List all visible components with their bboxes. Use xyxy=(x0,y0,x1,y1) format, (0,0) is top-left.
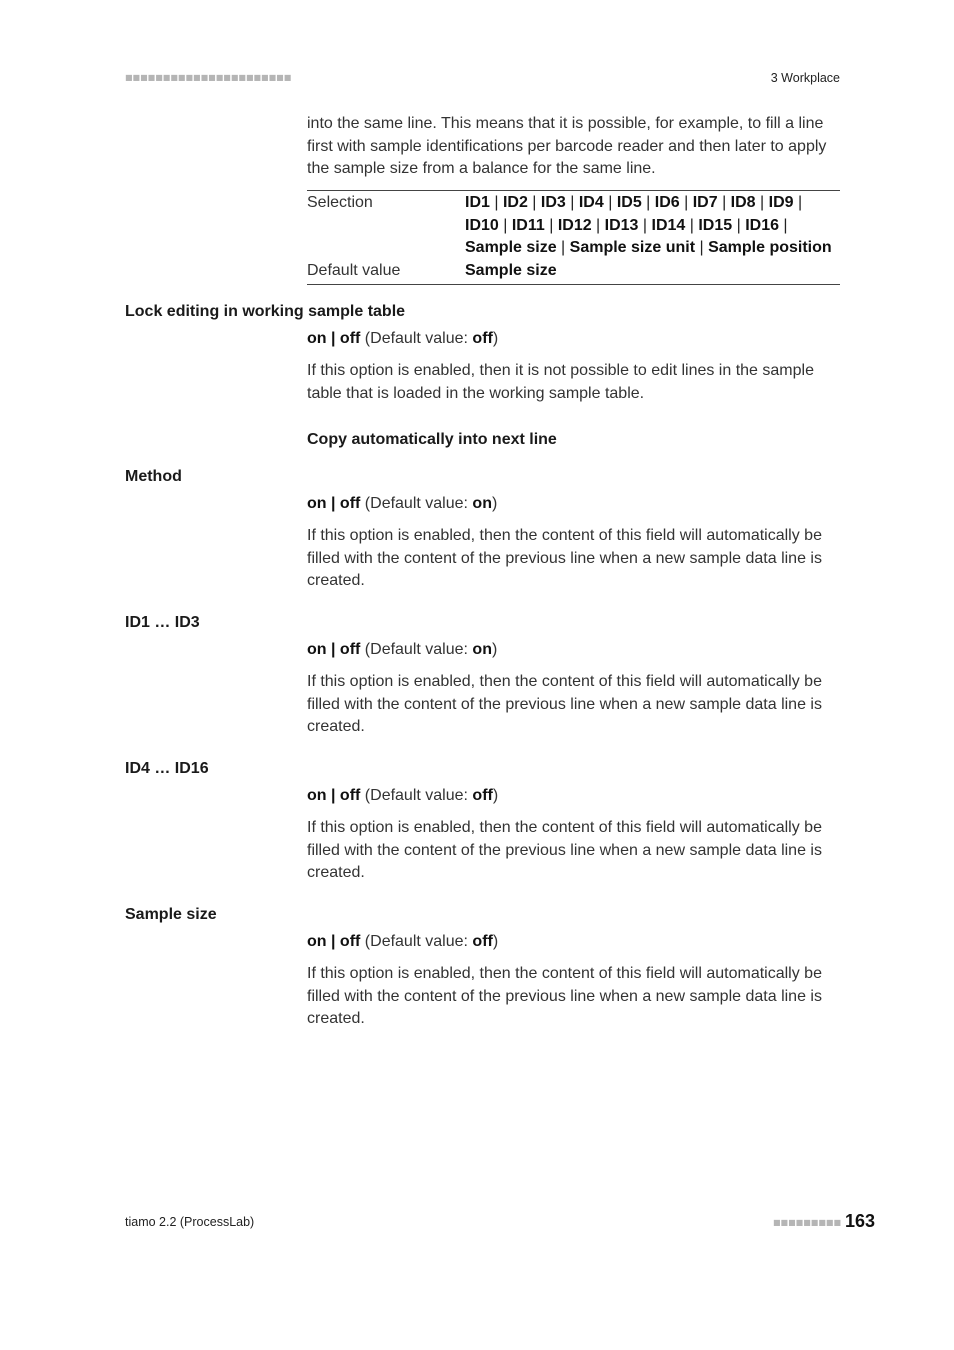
sample-size-description xyxy=(307,963,847,1031)
footer-product: tiamo 2.2 (ProcessLab) xyxy=(125,1215,255,1229)
selection-separator: | xyxy=(556,239,570,257)
selection-separator: | xyxy=(793,194,803,211)
intro-paragraph xyxy=(307,113,842,181)
default-value: on xyxy=(472,495,492,512)
sample-size-options xyxy=(307,931,498,953)
option-on: on xyxy=(307,641,327,658)
selection-item: ID11 xyxy=(511,216,545,234)
sample-size-heading: Sample size xyxy=(125,906,217,923)
description-text: If this option is enabled, then the content of this field will automatically be filled with the content of the previous line when a new sample data line is created. xyxy=(307,527,822,590)
lock-editing-heading: Lock editing in working sample table xyxy=(125,303,406,320)
option-off: off xyxy=(339,933,361,950)
default-value: on xyxy=(472,641,492,658)
selection-row xyxy=(307,192,840,260)
description-text: If this option is enabled, then the content of this field will automatically be filled with the content of the previous line when a new sample data line is created. xyxy=(307,819,822,882)
option-separator: | xyxy=(326,787,340,804)
selection-item: ID1 xyxy=(465,194,490,211)
lock-editing-description xyxy=(307,360,837,405)
default-suffix: ) xyxy=(492,330,499,347)
selection-item: Sample size unit xyxy=(569,239,696,257)
id1-id3-options xyxy=(307,639,497,661)
selection-item: ID5 xyxy=(616,194,642,211)
selection-item: ID4 xyxy=(578,194,604,211)
default-label: Default value xyxy=(307,262,401,280)
default-prefix: (Default value: xyxy=(360,330,473,347)
selection-separator: | xyxy=(641,194,655,211)
footer-decoration: ■■■■■■■■■ xyxy=(773,1218,842,1227)
option-separator: | xyxy=(326,330,340,347)
page-number: 163 xyxy=(845,1211,876,1231)
chapter-title: 3 Workplace xyxy=(770,71,840,85)
default-value: off xyxy=(472,933,493,950)
selection-item: ID16 xyxy=(745,216,779,234)
selection-separator: | xyxy=(489,194,503,211)
selection-label: Selection xyxy=(307,194,373,211)
selection-item: ID14 xyxy=(651,216,686,234)
selection-separator: | xyxy=(565,194,579,211)
selection-separator: | xyxy=(544,216,558,234)
option-separator: | xyxy=(326,933,340,950)
selection-item: ID13 xyxy=(604,216,639,234)
selection-separator: | xyxy=(695,239,709,257)
selection-item: ID12 xyxy=(557,216,592,234)
id1-id3-description xyxy=(307,671,847,739)
default-suffix: ) xyxy=(492,787,499,804)
selection-item: ID6 xyxy=(654,194,680,211)
selection-separator: | xyxy=(603,194,617,211)
description-text: If this option is enabled, then the content of this field will automatically be filled with the content of the previous line when a new sample data line is created. xyxy=(307,673,822,736)
description-text: If this option is enabled, then it is not possible to edit lines in the sample table that is loaded in the working sample table. xyxy=(307,362,814,402)
default-suffix: ) xyxy=(492,933,499,950)
option-on: on xyxy=(307,330,327,347)
selection-separator: | xyxy=(685,216,699,234)
default-value: off xyxy=(472,787,493,804)
id4-id16-heading: ID4 … ID16 xyxy=(125,760,209,777)
default-value: off xyxy=(472,330,493,347)
default-prefix: (Default value: xyxy=(360,495,473,512)
option-on: on xyxy=(307,933,327,950)
option-separator: | xyxy=(326,641,340,658)
selection-separator: | xyxy=(679,194,693,211)
default-prefix: (Default value: xyxy=(360,641,473,658)
header-decoration: ■■■■■■■■■■■■■■■■■■■■■■ xyxy=(125,73,292,82)
option-on: on xyxy=(307,787,327,804)
default-value: Sample size xyxy=(465,262,557,280)
selection-item: ID10 xyxy=(465,216,499,234)
option-off: off xyxy=(339,787,361,804)
selection-separator: | xyxy=(778,216,788,234)
default-prefix: (Default value: xyxy=(360,933,473,950)
method-heading: Method xyxy=(125,468,182,485)
description-text: If this option is enabled, then the content of this field will automatically be filled with the content of the previous line when a new sample data line is created. xyxy=(307,965,822,1028)
copy-section-heading: Copy automatically into next line xyxy=(307,431,557,448)
method-description xyxy=(307,525,847,593)
option-separator: | xyxy=(326,495,340,512)
default-prefix: (Default value: xyxy=(360,787,473,804)
option-off: off xyxy=(339,330,361,347)
selection-separator: | xyxy=(591,216,605,234)
default-suffix: ) xyxy=(491,641,498,658)
selection-separator: | xyxy=(755,194,769,211)
selection-item: ID3 xyxy=(540,194,566,211)
selection-item: ID8 xyxy=(730,194,756,211)
selection-separator: | xyxy=(717,194,731,211)
selection-item: ID7 xyxy=(692,194,718,211)
selection-item: Sample size xyxy=(465,239,557,257)
selection-separator: | xyxy=(527,194,541,211)
id4-id16-description xyxy=(307,817,847,885)
option-off: off xyxy=(339,641,361,658)
id4-id16-options xyxy=(307,785,498,807)
intro-text: into the same line. This means that it is possible, for example, to fill a line first with sample identifications per barcode reader and then later to apply the sample size from a balance for the same line. xyxy=(307,115,827,178)
selection-separator: | xyxy=(732,216,746,234)
selection-item: ID15 xyxy=(698,216,733,234)
selection-item: ID9 xyxy=(768,194,794,211)
option-on: on xyxy=(307,495,327,512)
selection-separator: | xyxy=(638,216,652,234)
default-suffix: ) xyxy=(491,495,498,512)
method-options xyxy=(307,493,497,515)
selection-item: ID2 xyxy=(502,194,528,211)
lock-editing-options xyxy=(307,328,498,350)
selection-values xyxy=(465,192,840,260)
option-off: off xyxy=(339,495,361,512)
selection-table xyxy=(307,190,840,285)
id1-id3-heading: ID1 … ID3 xyxy=(125,614,200,631)
selection-item: Sample position xyxy=(708,239,832,257)
default-row xyxy=(307,260,840,283)
selection-separator: | xyxy=(498,216,512,234)
